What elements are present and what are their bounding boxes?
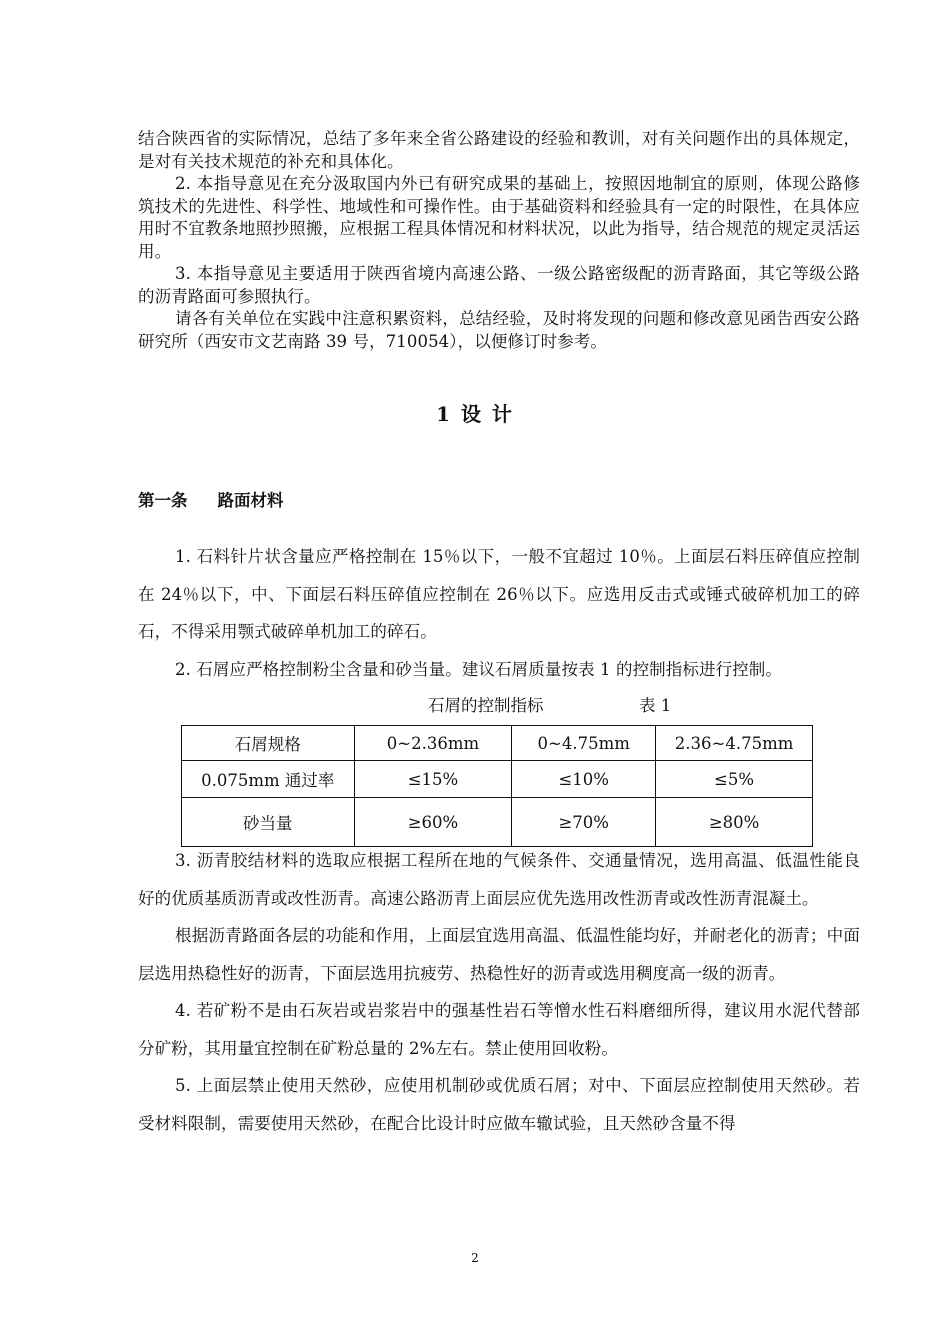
intro-paragraph: 请各有关单位在实践中注意积累资料，总结经验，及时将发现的问题和修改意见函告西安公路研究所（西安市文艺南路 39 号，710054），以便修订时参考。 <box>138 309 860 351</box>
body-paragraph: 根据沥青路面各层的功能和作用，上面层宜选用高温、低温性能均好，并耐老化的沥青；中面层选用热稳性好的沥青，下面层选用抗疲劳、热稳性好的沥青或选用稠度高一级的沥青。 <box>138 926 860 983</box>
table-cell: ≥60% <box>354 798 512 847</box>
stone-chip-control-table <box>181 725 813 847</box>
body-section-top <box>138 538 860 688</box>
article-title: 路面材料 <box>217 491 284 510</box>
table-cell: 砂当量 <box>182 798 355 847</box>
chapter-title: 1 设 计 <box>436 402 514 426</box>
body-paragraph: 1. 石料针片状含量应严格控制在 15％以下，一般不宜超过 10％。上面层石料压碎值应控制在 24％以下，中、下面层石料压碎值应控制在 26％以下。应选用反击式或锤式破碎机加工的碎石，不得采用颚式破碎单机加工的碎石。 <box>138 547 860 641</box>
intro-paragraph: 3. 本指导意见主要适用于陕西省境内高速公路、一级公路密级配的沥青路面，其它等级公路的沥青路面可参照执行。 <box>138 264 860 306</box>
page-number: 2 <box>471 1251 479 1265</box>
table-caption-number: 表 1 <box>639 696 672 715</box>
body-paragraph: 3. 沥青胶结材料的选取应根据工程所在地的气候条件、交通量情况，选用高温、低温性能良好的优质基质沥青或改性沥青。高速公路沥青上面层应优先选用改性沥青或改性沥青混凝土。 <box>138 851 860 908</box>
table-caption-title: 石屑的控制指标 <box>428 696 544 715</box>
table-cell: ≤5% <box>656 761 813 798</box>
table-cell: ≤10% <box>512 761 656 798</box>
article-heading <box>138 487 284 511</box>
table-header-cell: 2.36~4.75mm <box>656 726 813 761</box>
table-cell: ≥80% <box>656 798 813 847</box>
table-cell: ≤15% <box>354 761 512 798</box>
intro-paragraph: 结合陕西省的实际情况，总结了多年来全省公路建设的经验和教训，对有关问题作出的具体规定，是对有关技术规范的补充和具体化。 <box>138 129 860 171</box>
table-cell: 0.075mm 通过率 <box>182 761 355 798</box>
table-header-row <box>182 726 813 761</box>
intro-paragraph: 2. 本指导意见在充分汲取国内外已有研究成果的基础上，按照因地制宜的原则，体现公路修筑技术的先进性、科学性、地域性和可操作性。由于基础资料和经验具有一定的时限性，在具体应用时不宜教条地照抄照搬，应根据工程具体情况和材料状况，以此为指导，结合规范的规定灵活运用。 <box>138 174 860 261</box>
intro-section <box>138 128 860 353</box>
table-header-cell: 石屑规格 <box>182 726 355 761</box>
table-row <box>182 798 813 847</box>
article-number: 第一条 <box>138 491 188 510</box>
body-section-bottom <box>138 842 860 1142</box>
table-cell: ≥70% <box>512 798 656 847</box>
table-header-cell: 0~4.75mm <box>512 726 656 761</box>
body-paragraph: 4. 若矿粉不是由石灰岩或岩浆岩中的强基性岩石等憎水性石料磨细所得，建议用水泥代替部分矿粉，其用量宜控制在矿粉总量的 2%左右。禁止使用回收粉。 <box>138 1001 860 1058</box>
body-paragraph: 5. 上面层禁止使用天然砂，应使用机制砂或优质石屑；对中、下面层应控制使用天然砂。若受材料限制，需要使用天然砂，在配合比设计时应做车辙试验，且天然砂含量不得 <box>138 1076 860 1133</box>
table-header-cell: 0~2.36mm <box>354 726 512 761</box>
body-paragraph: 2. 石屑应严格控制粉尘含量和砂当量。建议石屑质量按表 1 的控制指标进行控制。 <box>175 659 782 679</box>
table-row <box>182 761 813 798</box>
